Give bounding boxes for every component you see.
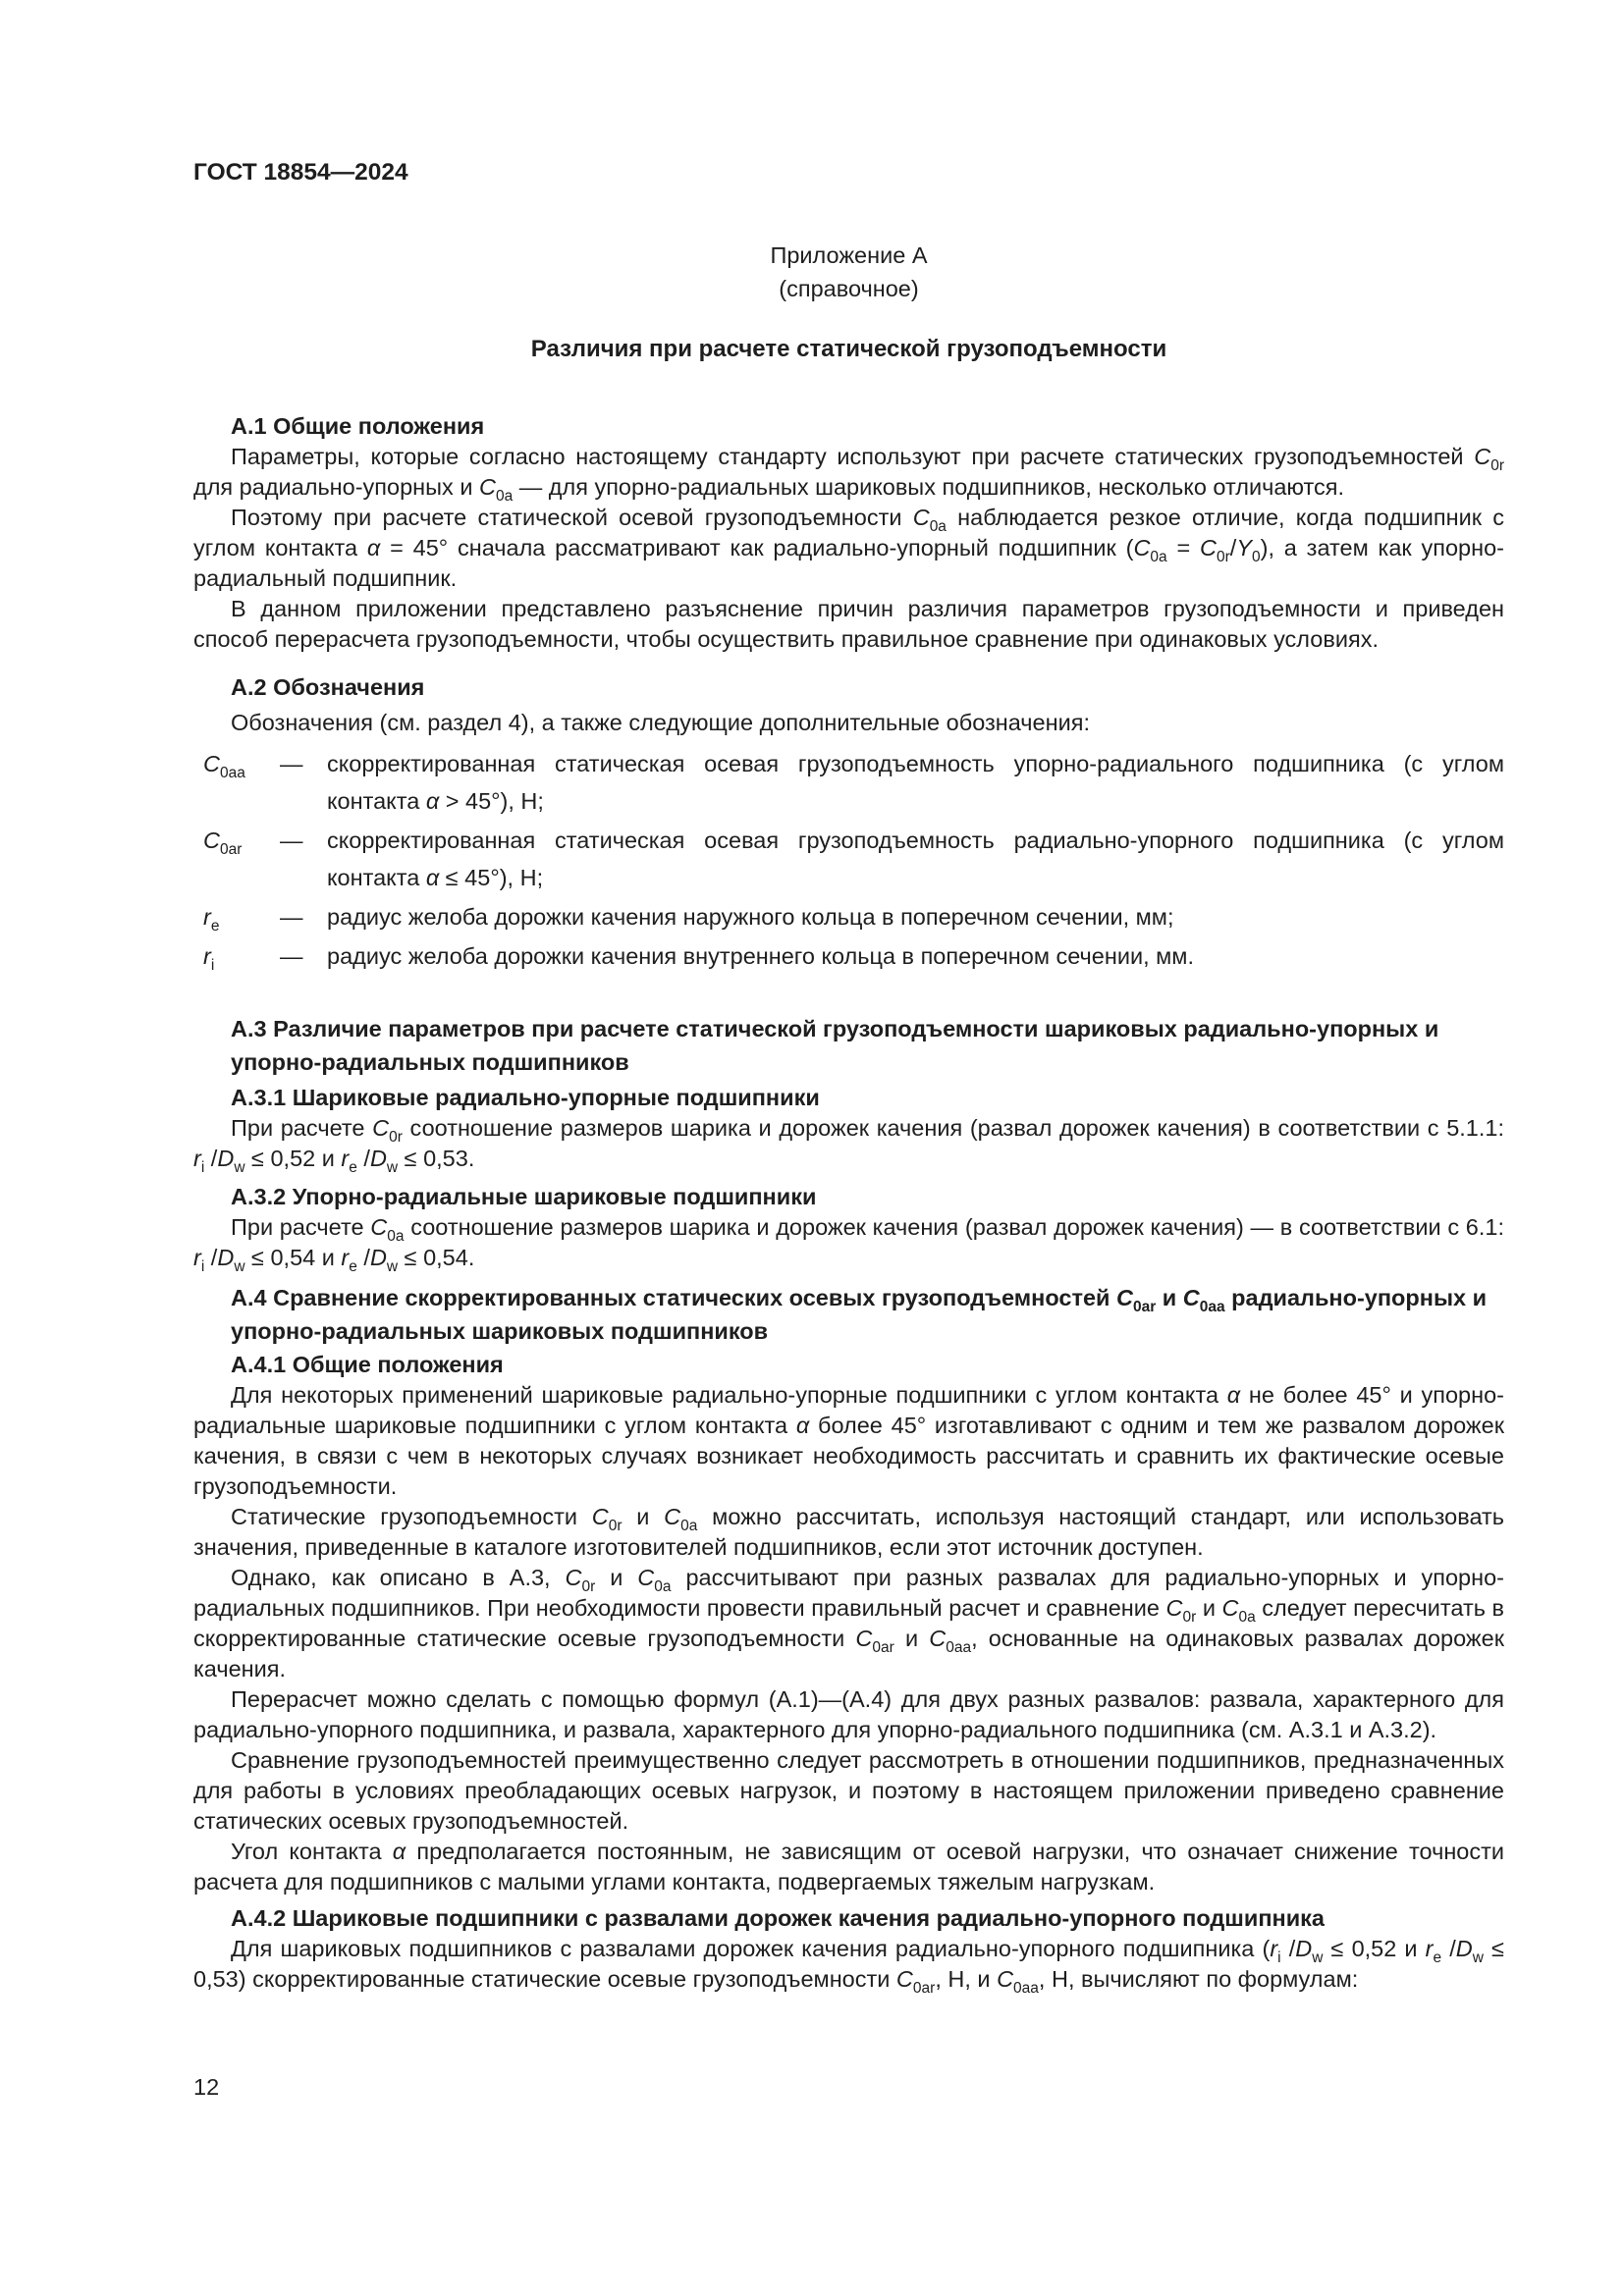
symbol-description: радиус желоба дорожки качения внутреннего кольца в поперечном сечении, мм. — [327, 943, 1194, 969]
section-heading-a4: А.4 Сравнение скорректированных статических осевых грузоподъемностей $C_{0ar}$ и $C_{0aa}$ радиально-упорных и упорно-радиальных шариковых подшипников — [231, 1285, 1488, 1344]
paragraph-a42: Для шариковых подшипников с развалами дорожек качения радиально-упорного подшипника ($r_i$ $/D_w \le 0,52$ и $r_e$ $/D_w \le 0,53$) скорректированные статические осевые грузоподъемности $C_{0ar}$, Н, и $C_{0aa}$, Н, вычисляют по формулам: — [193, 1936, 1504, 1997]
paragraph-a41-3: Однако, как описано в А.3, $C_{0r}$ и $C_{0a}$ рассчитывают при разных развалах для радиально-упорных и упорно-радиальных подшипников. При необходимости провести правильный расчет и сравнение $C_{0r}$ и $C_{0a}$ следует пересчитать в скорректированные статические осевые грузоподъемности $C_{0ar}$ и $C_{0aa}$, основанные на одинаковых развалах дорожек качения. — [193, 1565, 1505, 1682]
section-heading-a31: А.3.1 Шариковые радиально-упорные подшипники — [231, 1085, 820, 1110]
paragraph-a41-2: Статические грузоподъемности $C_{0r}$ и $C_{0a}$ можно рассчитать, используя настоящий стандарт, или использовать значения, приведенные в каталоге изготовителей подшипников, если этот источник доступен. — [193, 1504, 1505, 1560]
paragraph-a41-6: Угол контакта α предполагается постоянным, не зависящим от осевой нагрузки, что означает снижение точности расчета для подшипников с малыми углами контакта, подвергаемых тяжелым нагрузкам. — [193, 1839, 1505, 1895]
paragraph-a1-2: Поэтому при расчете статической осевой грузоподъемности $C_{0a}$ наблюдается резкое отличие, когда подшипник с углом контакта α = 45° сначала рассматривают как радиально-упорный подшипник $(C_{0a} = C_{0r}/Y_0)$, а затем как упорно-радиальный подшипник. — [193, 505, 1504, 591]
symbol-description: радиус желоба дорожки качения наружного кольца в поперечном сечении, мм; — [327, 904, 1174, 930]
section-heading-a41: А.4.1 Общие положения — [231, 1352, 504, 1377]
appendix-title: Различия при расчете статической грузоподъемности — [530, 336, 1167, 362]
symbol-definition-row — [203, 745, 1504, 820]
symbol-definition-row — [203, 898, 1504, 935]
symbol-description: скорректированная статическая осевая грузоподъемность радиально-упорного подшипника (с углом контакта α ≤ 45°), Н; — [327, 828, 1504, 890]
definition-dash: — — [280, 943, 303, 969]
section-heading-a2: А.2 Обозначения — [231, 674, 425, 700]
definition-dash: — — [280, 828, 303, 853]
paragraph-a32: При расчете $C_{0a}$ соотношение размеров шарика и дорожек качения (развал дорожек качения) — в соответствии с 6.1: $r_i$ $/D_w \le 0,54$ и $r_e$ $/D_w \le 0,54$. — [193, 1214, 1504, 1275]
symbol: $r_i$ — [203, 943, 215, 974]
symbol: $C_{0ar}$ — [203, 828, 243, 858]
symbol: $C_{0aa}$ — [203, 751, 245, 781]
paragraph-a2-intro: Обозначения (см. раздел 4), а также следующие дополнительные обозначения: — [231, 710, 1090, 735]
section-heading-a32: А.3.2 Упорно-радиальные шариковые подшипники — [231, 1184, 817, 1209]
appendix-label: Приложение А — [770, 242, 928, 268]
symbol-description: скорректированная статическая осевая грузоподъемность упорно-радиального подшипника (с углом контакта α > 45°), Н; — [327, 751, 1504, 814]
paragraph-a31: При расчете $C_{0r}$ соотношение размеров шарика и дорожек качения (развал дорожек качения) в соответствии с 5.1.1: $r_i$ $/D_w \le 0,52$ и $r_e$ $/D_w \le 0,53$. — [193, 1115, 1504, 1176]
symbol-definition-row — [203, 822, 1504, 896]
doc-code: ГОСТ 18854—2024 — [193, 159, 408, 186]
paragraph-a1-1: Параметры, которые согласно настоящему стандарту используют при расчете статических грузоподъемностей $C_{0r}$ для радиально-упорных и $C_{0a}$ — для упорно-радиальных шариковых подшипников, несколько отличаются. — [193, 444, 1504, 505]
appendix-note: (справочное) — [779, 276, 919, 301]
definition-dash: — — [280, 751, 303, 776]
section-heading-a3: А.3 Различие параметров при расчете статической грузоподъемности шариковых радиально-упорных и упорно-радиальных подшипников — [231, 1016, 1439, 1075]
paragraph-a41-4: Перерасчет можно сделать с помощью формул (А.1)—(А.4) для двух разных развалов: развала, характерного для радиально-упорного подшипника, и развала, характерного для упорно-радиального подшипника (см. А.3.1 и А.3.2). — [193, 1686, 1504, 1742]
symbol-definition-row — [203, 937, 1504, 975]
paragraph-a41-5: Сравнение грузоподъемностей преимущественно следует рассмотреть в отношении подшипников, предназначенных для работы в условиях преобладающих осевых нагрузок, и поэтому в настоящем приложении приведено сравнение статических осевых грузоподъемностей. — [193, 1747, 1504, 1834]
paragraph-a41-1: Для некоторых применений шариковые радиально-упорные подшипники с углом контакта α не более 45° и упорно-радиальные шариковые подшипники с углом контакта α более 45° изготавливают с одним и тем же развалом дорожек качения, в связи с чем в некоторых случаях возникает необходимость рассчитать и сравнить их фактические осевые грузоподъемности. — [193, 1382, 1504, 1499]
definition-dash: — — [280, 904, 303, 930]
page-number: 12 — [193, 2074, 220, 2100]
section-heading-a1: А.1 Общие положения — [231, 413, 485, 439]
paragraph-a1-3: В данном приложении представлено разъяснение причин различия параметров грузоподъемности и приведен способ перерасчета грузоподъемности, чтобы осуществить правильное сравнение при одинаковых условиях. — [193, 596, 1504, 652]
section-heading-a42: А.4.2 Шариковые подшипники с развалами дорожек качения радиально-упорного подшипника — [231, 1905, 1325, 1931]
symbol: $r_e$ — [203, 904, 220, 934]
symbols-definition-list — [203, 745, 1504, 975]
